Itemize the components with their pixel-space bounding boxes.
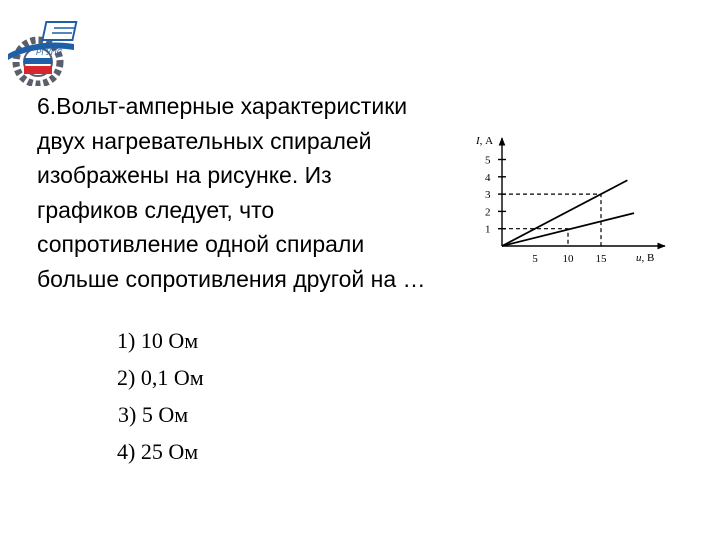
answer-options — [117, 322, 204, 470]
x-axis-label: u, В — [636, 252, 655, 264]
question-line: двух нагревательных спиралей — [37, 127, 372, 154]
iv-chart — [460, 124, 680, 274]
question-line: сопротивление одной спирали — [37, 231, 365, 257]
x-tick-label: 5 — [532, 253, 538, 265]
question-line: графиков следует, что — [37, 196, 275, 223]
x-tick-label: 15 — [595, 253, 607, 265]
question-line: 6.Вольт-амперные характеристики — [37, 93, 408, 119]
answer-option[interactable]: 2) 0,1 Ом — [117, 365, 204, 390]
y-tick-label: 5 — [485, 154, 491, 167]
series-line — [502, 180, 627, 246]
answer-option[interactable]: 3) 5 Ом — [118, 402, 189, 427]
question-text — [37, 89, 477, 296]
y-tick-label: 2 — [485, 206, 491, 219]
y-tick-label: 4 — [485, 171, 491, 184]
university-logo — [0, 14, 90, 86]
y-tick-label: 3 — [485, 189, 491, 202]
logo-text: РГУПС — [36, 48, 63, 57]
question-line: изображены на рисунке. Из — [37, 162, 332, 188]
answer-option[interactable]: 4) 25 Ом — [117, 439, 199, 464]
x-tick-label: 10 — [562, 253, 574, 265]
y-tick-label: 1 — [485, 223, 491, 236]
y-axis-label: I, А — [476, 135, 494, 147]
answer-option[interactable]: 1) 10 Ом — [117, 328, 199, 353]
question-line: больше сопротивления другой на … — [37, 265, 426, 292]
